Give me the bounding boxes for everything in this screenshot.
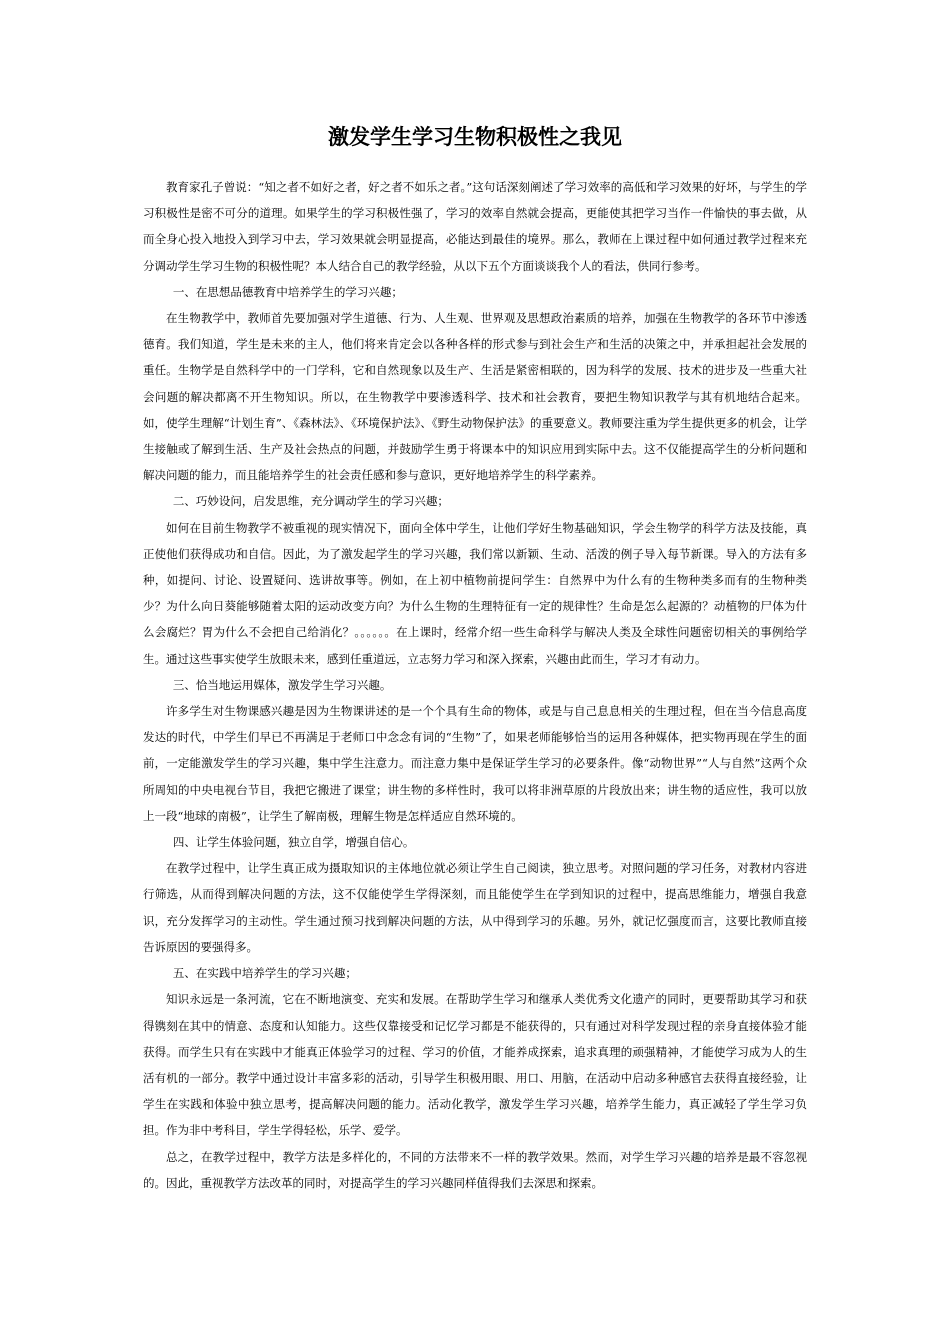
section-heading-4: 四、让学生体验问题，独立自学，增强自信心。: [172, 835, 415, 850]
section-heading-2: 二、巧妙设问，启发思维，充分调动学生的学习兴趣；: [172, 494, 449, 509]
paragraph-section-3: 许多学生对生物课感兴趣是因为生物课讲述的是一个个具有生命的物体，或是与自己息息相关的生理过程，但在当今信息高度发达的时代，中学生们早已不再满足于老师口中念念有词的“生物”了，如果老师能够恰当的运用各种媒体，把实物再现在学生的面前，一定能激发学生的学习兴趣，集中学生注意力。而注意力集中是保证学生学习的必要条件。像“动物世界”“人与自然”这两个众所周知的中央电视台节目，我把它搬进了课堂；讲生物的多样性时，我可以将非洲草原的片段放出来；讲生物的适应性，我可以放上一段“地球的南极”，让学生了解南极，理解生物是怎样适应自然环境的。: [143, 704, 807, 823]
paragraph-intro: 教育家孔子曾说：“知之者不如好之者，好之者不如乐之者。”这句话深刻阐述了学习效率的高低和学习效果的好坏，与学生的学习积极性是密不可分的道理。如果学生的学习积极性强了，学习的效率自然就会提高，更能使其把学习当作一件愉快的事去做，从而全身心投入地投入到学习中去，学习效果就会明显提高，必能达到最佳的境界。那么，教师在上课过程中如何通过教学过程来充分调动学生学习生物的积极性呢？本人结合自己的教学经验，从以下五个方面谈谈我个人的看法，供同行参考。: [143, 180, 807, 273]
paragraph-section-5: 知识永远是一条河流，它在不断地演变、充实和发展。在帮助学生学习和继承人类优秀文化遗产的同时，更要帮助其学习和获得镌刻在其中的情意、态度和认知能力。这些仅靠接受和记忆学习都是不能获得的，只有通过对科学发现过程的亲身直接体验才能获得。而学生只有在实践中才能真正体验学习的过程、学习的价值，才能养成探索，追求真理的顽强精神，才能使学习成为人的生活有机的一部分。教学中通过设计丰富多彩的活动，引导学生积极用眼、用口、用脑，在活动中启动多种感官去获得直接经验，让学生在实践和体验中独立思考，提高解决问题的能力。活动化教学，激发学生学习兴趣，培养学生能力，真正减轻了学生学习负担。作为非中考科目，学生学得轻松，乐学、爱学。: [143, 992, 807, 1138]
paragraph-section-2: 如何在目前生物教学不被重视的现实情况下，面向全体中学生，让他们学好生物基础知识，学会生物学的科学方法及技能，真正使他们获得成功和自信。因此，为了激发起学生的学习兴趣，我们常以新颖、生动、活泼的例子导入每节新课。导入的方法有多种，如提问、讨论、设置疑问、选讲故事等。例如，在上初中植物前提问学生：自然界中为什么有的生物种类多而有的生物种类少？为什么向日葵能够随着太阳的运动改变方向？为什么生物的生理特征有一定的规律性？生命是怎么起源的？动植物的尸体为什么会腐烂？胃为什么不会把自己给消化？。。。。。。在上课时，经常介绍一些生命科学与解决人类及全球性问题密切相关的事例给学生。通过这些事实使学生放眼未来，感到任重道远，立志努力学习和深入探索，兴趣由此而生，学习才有动力。: [143, 520, 807, 666]
paragraph-section-4: 在教学过程中，让学生真正成为摄取知识的主体地位就必须让学生自己阅读，独立思考。对照问题的学习任务，对教材内容进行筛选，从而得到解决问题的方法，这不仅能使学生学得深刻，而且能使学生在学到知识的过程中，提高思维能力，增强自我意识，充分发挥学习的主动性。学生通过预习找到解决问题的方法，从中得到学习的乐趣。另外，就记忆强度而言，这要比教师直接告诉原因的要强得多。: [143, 861, 807, 954]
section-heading-5: 五、在实践中培养学生的学习兴趣；: [172, 966, 357, 981]
section-heading-1: 一、在思想品德教育中培养学生的学习兴趣；: [172, 284, 403, 299]
paragraph-conclusion: 总之，在教学过程中，教学方法是多样化的，不同的方法带来不一样的教学效果。然而，对学生学习兴趣的培养是最不容忽视的。因此，重视教学方法改革的同时，对提高学生的学习兴趣同样值得我们去深思和探索。: [143, 1149, 807, 1190]
section-heading-3: 三、恰当地运用媒体，激发学生学习兴趣。: [172, 677, 392, 692]
paragraph-section-1: 在生物教学中，教师首先要加强对学生道德、行为、人生观、世界观及思想政治素质的培养，加强在生物教学的各环节中渗透德育。我们知道，学生是未来的主人，他们将来肯定会以各种各样的形式参与到社会生产和生活的决策之中，并承担起社会发展的重任。生物学是自然科学中的一门学科，它和自然现象以及生产、生活是紧密相联的，因为科学的发展、技术的进步及一些重大社会问题的解决都离不开生物知识。所以，在生物教学中要渗透科学、技术和社会教育，要把生物知识教学与其有机地结合起来。如，使学生理解“计划生育”、《森林法》、《环境保护法》、《野生动物保护法》的重要意义。教师要注重为学生提供更多的机会，让学生接触或了解到生活、生产及社会热点的问题，并鼓励学生勇于将课本中的知识应用到实际中去。这不仅能提高学生的分析问题和解决问题的能力，而且能培养学生的社会责任感和参与意识，更好地培养学生的科学素养。: [143, 311, 807, 483]
document-title: 激发学生学习生物积极性之我见: [328, 125, 622, 149]
document-body: [143, 174, 807, 1196]
